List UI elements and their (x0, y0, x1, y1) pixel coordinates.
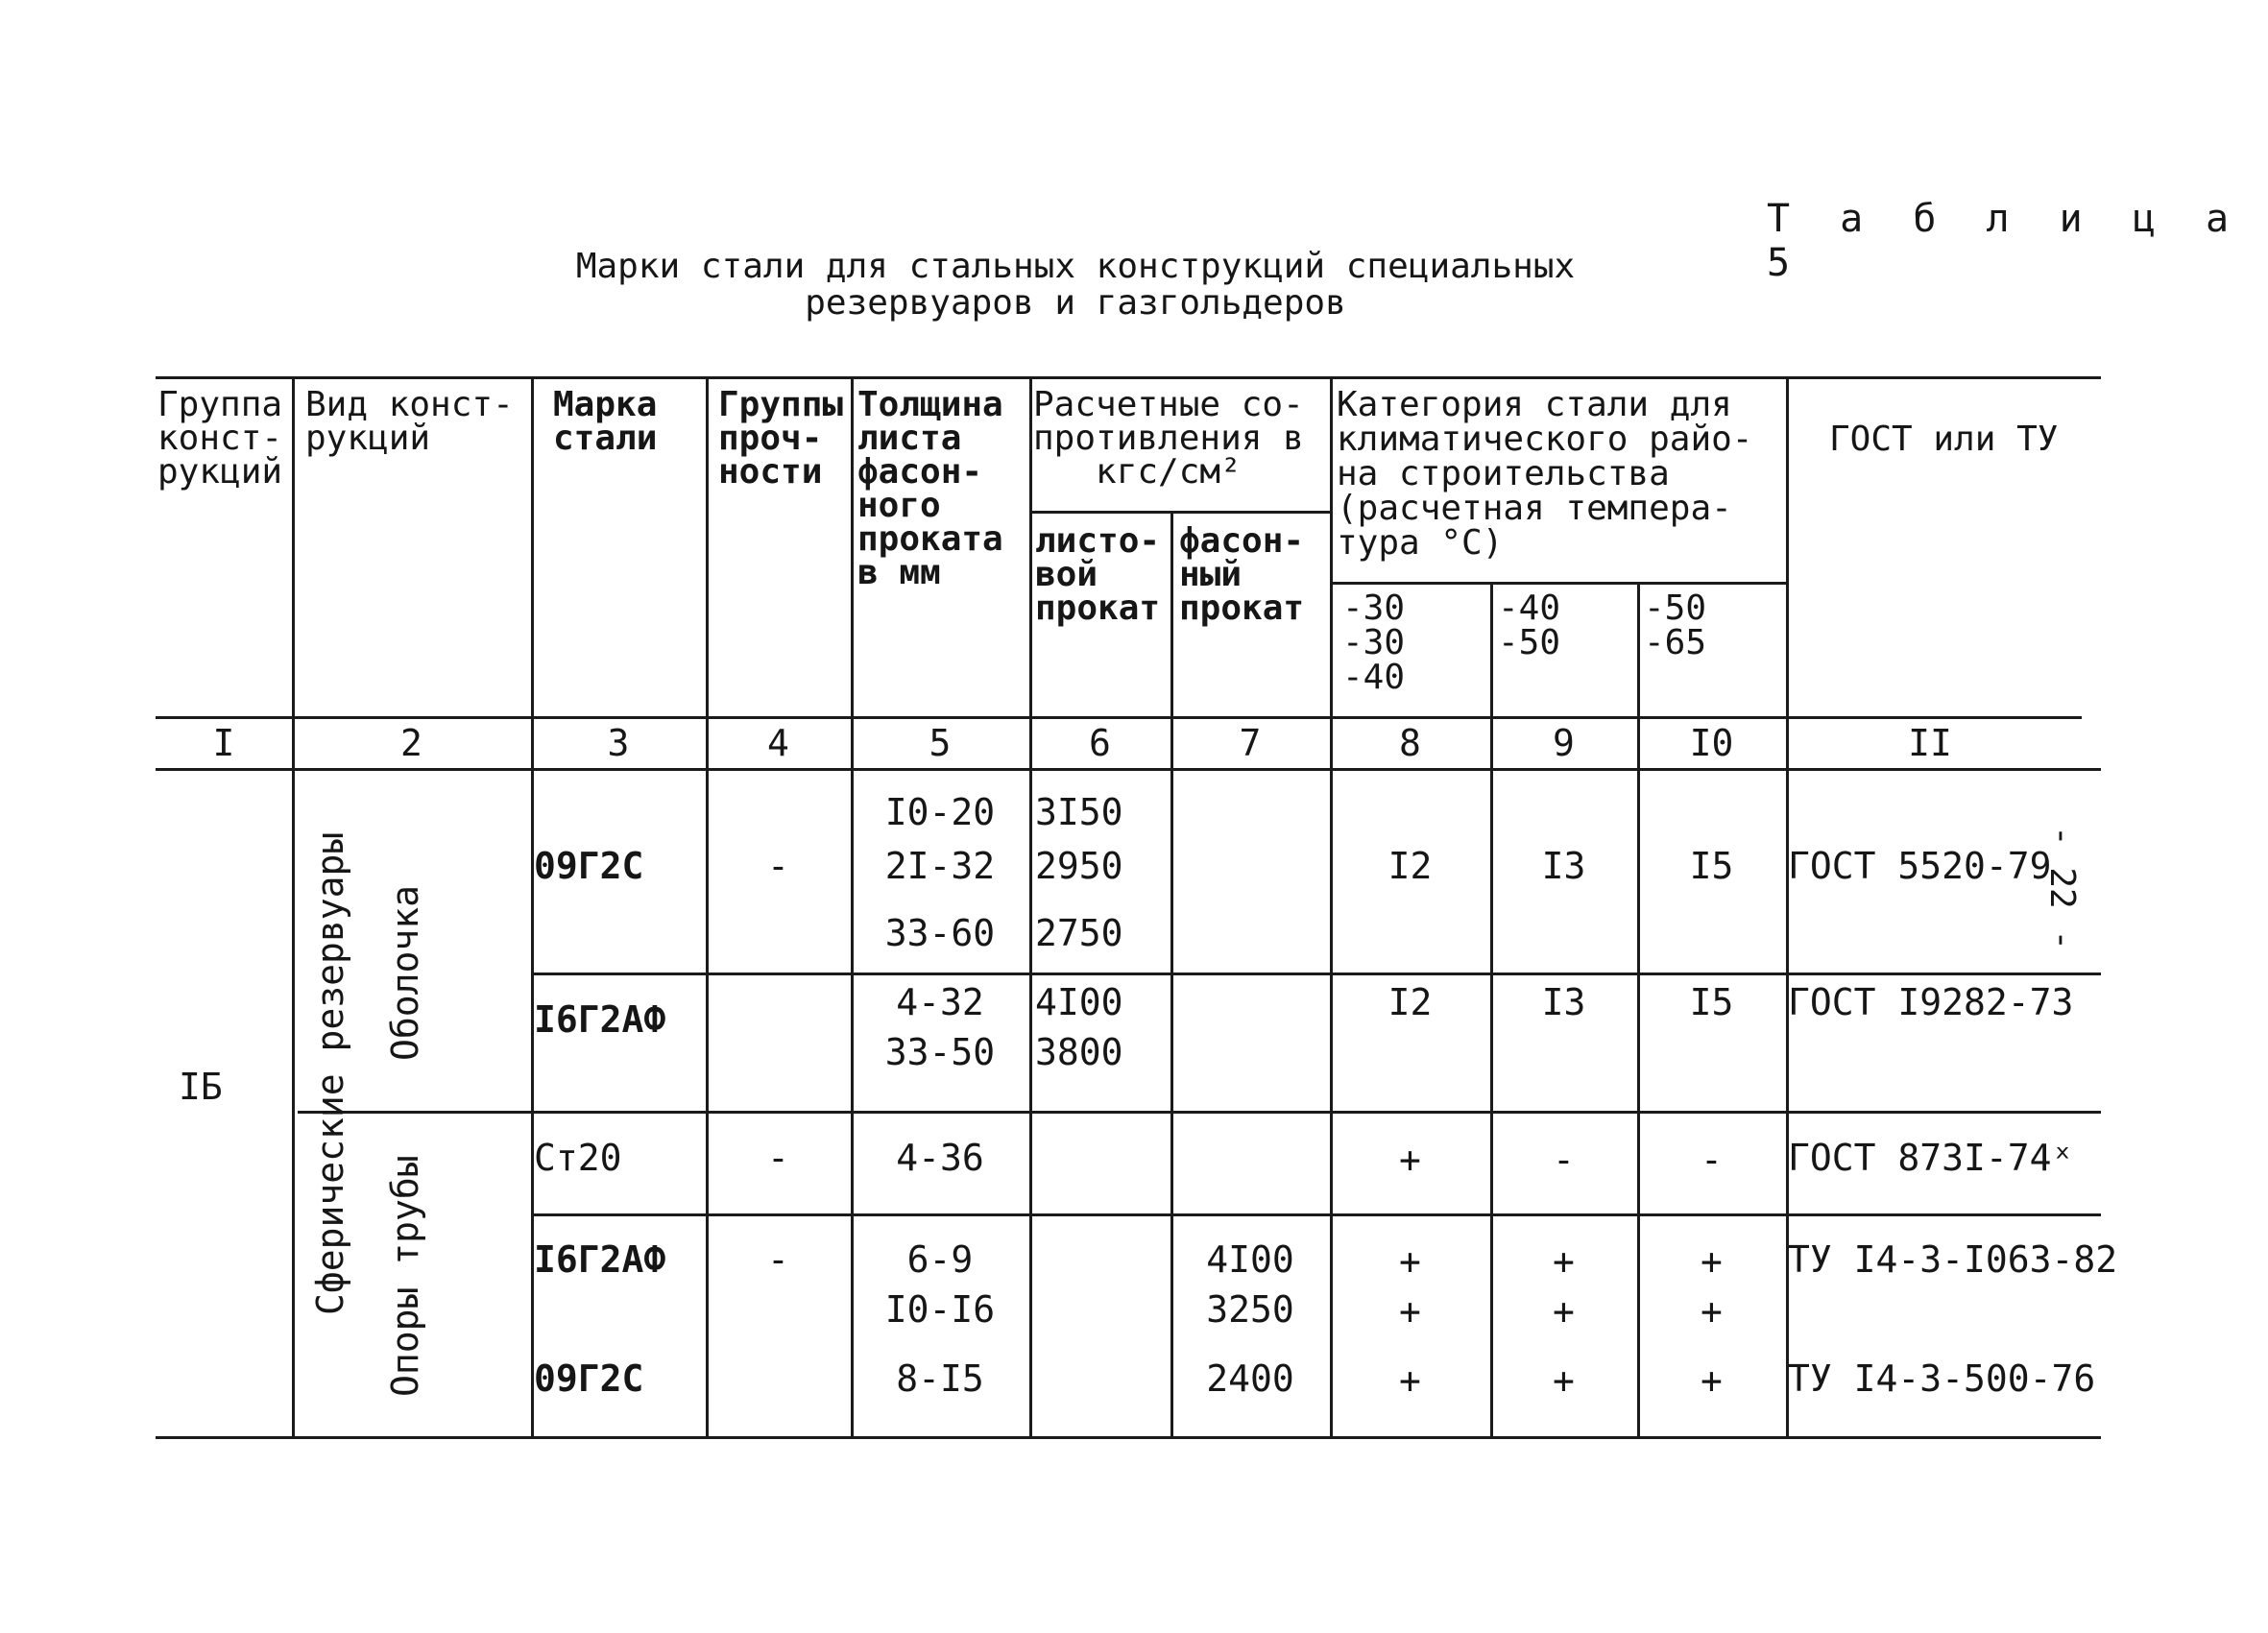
row4-cat1: + (1399, 1240, 1421, 1283)
row5-cat1: + (1399, 1359, 1421, 1402)
header-category-text: Категория стали для климатического райо- на строительства (расчетная темпера- тура °С) (1337, 385, 1753, 563)
column-number: 8 (1399, 722, 1421, 764)
column-number: 5 (929, 722, 952, 764)
column-number: 4 (767, 722, 789, 764)
header-resistance (1033, 385, 1304, 492)
header-cat1 (1342, 588, 1406, 697)
header-cat2-text: -40 -50 (1498, 588, 1561, 662)
row4-cat2: + (1553, 1240, 1575, 1283)
row4-thickness: 6-9 (906, 1238, 974, 1281)
header-gost (1829, 420, 2059, 459)
column-number: I0 (1689, 722, 1734, 764)
row1-thickness: 33-60 (884, 912, 996, 954)
header-res-sheet-text: листо- вой прокат (1035, 521, 1161, 628)
row1-strength: - (767, 845, 789, 887)
row2-thickness: 4-32 (896, 981, 984, 1023)
header-gost-text: ГОСТ или ТУ (1829, 420, 2059, 459)
row4-shape: 3250 (1206, 1288, 1294, 1331)
row4-cat3: + (1701, 1290, 1723, 1333)
row1-cat1: I2 (1387, 845, 1433, 887)
row2-sheet: 3800 (1035, 1031, 1123, 1073)
header-thickness (857, 385, 1003, 592)
header-bottom-rule (156, 716, 2082, 719)
kind-outer-label: Сферические резервуары (309, 831, 351, 1315)
header-res-sheet (1035, 521, 1161, 628)
table-caption-line1: Марки стали для стальных конструкций специальных (575, 247, 1576, 286)
column-number: II (1908, 722, 1952, 764)
header-grade-text: Марка стали (553, 385, 658, 458)
row5-grade: 09Г2С (534, 1357, 644, 1400)
column-number: 2 (400, 722, 422, 764)
header-res-shape (1179, 521, 1305, 628)
kind-supports-label: Опоры трубы (384, 1155, 426, 1397)
table-label: Т а б л и ц а 5 (1767, 197, 2243, 285)
header-rule-resistance (1029, 511, 1330, 514)
row5-cat2: + (1553, 1359, 1575, 1402)
row-rule-3 (531, 1213, 2101, 1216)
header-strength-text: Группы проч- ности (718, 385, 844, 492)
header-resistance-text: Расчетные со- противления в кгс/см² (1033, 385, 1304, 492)
header-kind (305, 385, 514, 458)
header-thickness-text: Толщина листа фасон- ного проката в мм (857, 385, 1003, 592)
header-cat3-text: -50 -65 (1644, 588, 1707, 662)
table-caption-line2: резервуаров и газгольдеров (805, 283, 1346, 323)
row4-thickness: I0-I6 (884, 1288, 996, 1331)
group-value: IБ (179, 1066, 223, 1108)
row4-cat3: + (1701, 1240, 1723, 1283)
row2-cat1: I2 (1387, 981, 1433, 1023)
header-cat3 (1644, 588, 1707, 662)
row4-grade: I6Г2АФ (534, 1238, 666, 1281)
page-number: - 22 - (2042, 826, 2082, 951)
row2-cat2: I3 (1541, 981, 1586, 1023)
row3-cat2: - (1553, 1139, 1575, 1181)
row-rule-2 (298, 1111, 2101, 1114)
row2-gost: ГОСТ I9282-73 (1788, 981, 2074, 1023)
col-divider-1 (292, 376, 295, 1436)
row4-shape: 4I00 (1206, 1238, 1294, 1281)
column-number: 3 (607, 722, 630, 764)
header-group-text: Группа конст- рукций (157, 385, 283, 492)
row4-gost: ТУ I4-3-I063-82 (1788, 1238, 2118, 1281)
row1-thickness: 2I-32 (884, 845, 996, 887)
row-rule-1 (531, 973, 2101, 975)
row4-cat1: + (1399, 1290, 1421, 1333)
column-number: 7 (1239, 722, 1262, 764)
header-rule-category (1330, 582, 1786, 585)
header-strength (718, 385, 844, 492)
row2-sheet: 4I00 (1035, 981, 1123, 1023)
row1-thickness: I0-20 (884, 791, 996, 833)
header-cat2 (1498, 588, 1561, 662)
row5-gost: ТУ I4-3-500-76 (1788, 1357, 2096, 1400)
column-number: 6 (1089, 722, 1111, 764)
header-res-shape-text: фасон- ный прокат (1179, 521, 1305, 628)
row4-strength: - (767, 1238, 789, 1281)
column-number: I (212, 722, 235, 764)
header-kind-text: Вид конст- рукций (305, 385, 514, 458)
row3-cat3: - (1701, 1139, 1723, 1181)
header-category (1337, 385, 1753, 563)
row1-cat3: I5 (1689, 845, 1734, 887)
row2-grade: I6Г2АФ (534, 998, 666, 1041)
row3-grade: Ст20 (534, 1137, 622, 1179)
row4-cat2: + (1553, 1290, 1575, 1333)
table-top-rule (156, 376, 2101, 379)
header-grade (553, 385, 658, 458)
header-group (157, 385, 283, 492)
row5-thickness: 8-I5 (896, 1357, 984, 1400)
kind-shell-label: Оболочка (384, 884, 426, 1061)
row3-gost: ГОСТ 873I-74ˣ (1788, 1137, 2074, 1179)
col-divider-5 (1029, 376, 1032, 1436)
row1-gost: ГОСТ 5520-79 (1788, 845, 2052, 887)
row5-cat3: + (1701, 1359, 1723, 1402)
row1-sheet: 2950 (1035, 845, 1123, 887)
row1-sheet: 2750 (1035, 912, 1123, 954)
row1-grade: 09Г2С (534, 845, 644, 887)
row1-sheet: 3I50 (1035, 791, 1123, 833)
row3-cat1: + (1399, 1139, 1421, 1181)
row2-thickness: 33-50 (884, 1031, 996, 1073)
row5-shape: 2400 (1206, 1357, 1294, 1400)
header-cat1-text: -30 -30 -40 (1342, 588, 1406, 697)
column-number: 9 (1553, 722, 1575, 764)
row3-strength: - (767, 1137, 789, 1179)
numbers-bottom-rule (156, 768, 2101, 771)
row3-thickness: 4-36 (896, 1137, 984, 1179)
row1-cat2: I3 (1541, 845, 1586, 887)
row2-cat3: I5 (1689, 981, 1734, 1023)
table-bottom-rule (156, 1436, 2101, 1439)
